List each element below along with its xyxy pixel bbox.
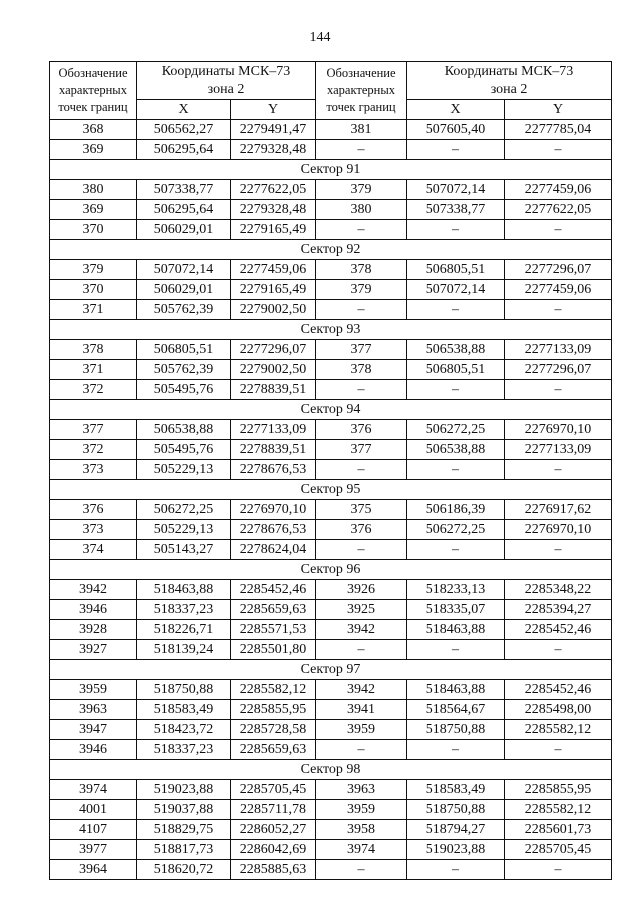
adjacent-x-coord: 518583,49 xyxy=(407,780,505,800)
point-id: 4001 xyxy=(50,800,137,820)
adjacent-x-coord: – xyxy=(407,860,505,880)
x-header: X xyxy=(137,100,231,120)
adjacent-y-coord: 2285582,12 xyxy=(505,800,612,820)
x-coord: 506805,51 xyxy=(137,340,231,360)
adjacent-point-id: – xyxy=(316,740,407,760)
adjacent-y-coord: 2285855,95 xyxy=(505,780,612,800)
adjacent-y-coord: – xyxy=(505,140,612,160)
adjacent-point-id: 377 xyxy=(316,340,407,360)
adjacent-x-coord: 506186,39 xyxy=(407,500,505,520)
adjacent-y-coord: 2277459,06 xyxy=(505,280,612,300)
adjacent-x-coord: 518794,27 xyxy=(407,820,505,840)
x-coord: 518750,88 xyxy=(137,680,231,700)
point-id: 3928 xyxy=(50,620,137,640)
table-row xyxy=(50,180,612,200)
point-label-header: Обозначение характерных точек границ xyxy=(50,62,137,120)
point-id: 3963 xyxy=(50,700,137,720)
adjacent-y-header: Y xyxy=(505,100,612,120)
adjacent-x-coord: 507605,40 xyxy=(407,120,505,140)
y-coord: 2279002,50 xyxy=(231,360,316,380)
sector-label: Сектор 98 xyxy=(50,760,612,780)
adjacent-point-id: – xyxy=(316,460,407,480)
y-coord: 2278676,53 xyxy=(231,520,316,540)
x-coord: 505229,13 xyxy=(137,460,231,480)
adjacent-point-id: – xyxy=(316,640,407,660)
adjacent-x-coord: 518463,88 xyxy=(407,680,505,700)
point-id: 372 xyxy=(50,380,137,400)
adjacent-point-id: 378 xyxy=(316,360,407,380)
x-coord: 506029,01 xyxy=(137,220,231,240)
adjacent-point-id: 378 xyxy=(316,260,407,280)
y-coord: 2277622,05 xyxy=(231,180,316,200)
y-coord: 2285452,46 xyxy=(231,580,316,600)
adjacent-y-coord: – xyxy=(505,640,612,660)
adjacent-point-id: 3942 xyxy=(316,620,407,640)
adjacent-y-coord: 2285452,46 xyxy=(505,620,612,640)
page-number: 144 xyxy=(309,30,331,45)
adjacent-y-coord: – xyxy=(505,300,612,320)
y-coord: 2279328,48 xyxy=(231,200,316,220)
x-coord: 518337,23 xyxy=(137,600,231,620)
y-coord: 2285501,80 xyxy=(231,640,316,660)
adjacent-y-coord: 2276917,62 xyxy=(505,500,612,520)
adjacent-point-id: – xyxy=(316,220,407,240)
y-coord: 2279165,49 xyxy=(231,220,316,240)
adjacent-point-id: 3959 xyxy=(316,720,407,740)
table-row xyxy=(50,360,612,380)
y-coord: 2285659,63 xyxy=(231,600,316,620)
point-id: 3946 xyxy=(50,600,137,620)
adjacent-x-coord: – xyxy=(407,380,505,400)
table-row xyxy=(50,600,612,620)
table-row xyxy=(50,680,612,700)
x-coord: 518423,72 xyxy=(137,720,231,740)
x-coord: 507072,14 xyxy=(137,260,231,280)
table-body xyxy=(50,120,612,880)
adjacent-y-coord: 2285452,46 xyxy=(505,680,612,700)
x-coord: 506295,64 xyxy=(137,200,231,220)
x-coord: 505762,39 xyxy=(137,300,231,320)
adjacent-point-id: 3959 xyxy=(316,800,407,820)
table-row xyxy=(50,340,612,360)
y-coord: 2285885,63 xyxy=(231,860,316,880)
adjacent-point-id: 376 xyxy=(316,520,407,540)
sector-row xyxy=(50,760,612,780)
point-id: 373 xyxy=(50,520,137,540)
y-header: Y xyxy=(231,100,316,120)
point-id: 369 xyxy=(50,200,137,220)
adjacent-point-id: – xyxy=(316,860,407,880)
y-coord: 2278676,53 xyxy=(231,460,316,480)
table-row xyxy=(50,120,612,140)
adjacent-y-coord: 2285498,00 xyxy=(505,700,612,720)
adjacent-x-header: X xyxy=(407,100,505,120)
table-row xyxy=(50,500,612,520)
adjacent-point-id: 379 xyxy=(316,180,407,200)
point-id: 379 xyxy=(50,260,137,280)
adjacent-point-id: 3963 xyxy=(316,780,407,800)
y-coord: 2277459,06 xyxy=(231,260,316,280)
adjacent-x-coord: – xyxy=(407,540,505,560)
adjacent-x-coord: – xyxy=(407,140,505,160)
point-id: 369 xyxy=(50,140,137,160)
sector-label: Сектор 95 xyxy=(50,480,612,500)
adjacent-y-coord: 2285601,73 xyxy=(505,820,612,840)
y-coord: 2285711,78 xyxy=(231,800,316,820)
adjacent-y-coord: 2276970,10 xyxy=(505,420,612,440)
table-row xyxy=(50,280,612,300)
point-id: 377 xyxy=(50,420,137,440)
sector-label: Сектор 97 xyxy=(50,660,612,680)
sector-row xyxy=(50,400,612,420)
adjacent-x-coord: 507072,14 xyxy=(407,280,505,300)
table-row xyxy=(50,200,612,220)
y-coord: 2285571,53 xyxy=(231,620,316,640)
y-coord: 2276970,10 xyxy=(231,500,316,520)
table-row xyxy=(50,580,612,600)
adjacent-y-coord: 2277785,04 xyxy=(505,120,612,140)
adjacent-x-coord: 506538,88 xyxy=(407,440,505,460)
y-coord: 2278839,51 xyxy=(231,380,316,400)
adjacent-y-coord: – xyxy=(505,860,612,880)
point-id: 3959 xyxy=(50,680,137,700)
table-row xyxy=(50,860,612,880)
adjacent-y-coord: 2277459,06 xyxy=(505,180,612,200)
sector-row xyxy=(50,240,612,260)
point-id: 376 xyxy=(50,500,137,520)
adjacent-x-coord: 518463,88 xyxy=(407,620,505,640)
table-row xyxy=(50,300,612,320)
adjacent-point-label-header: Обозначение характерных точек границ xyxy=(316,62,407,120)
table-row xyxy=(50,260,612,280)
table-row xyxy=(50,540,612,560)
adjacent-x-coord: 518750,88 xyxy=(407,720,505,740)
y-coord: 2278839,51 xyxy=(231,440,316,460)
adjacent-y-coord: 2277296,07 xyxy=(505,360,612,380)
adjacent-point-id: 377 xyxy=(316,440,407,460)
adjacent-x-coord: 518564,67 xyxy=(407,700,505,720)
adjacent-x-coord: 507072,14 xyxy=(407,180,505,200)
adjacent-y-coord: 2276970,10 xyxy=(505,520,612,540)
table-row xyxy=(50,380,612,400)
x-coord: 518139,24 xyxy=(137,640,231,660)
y-coord: 2277296,07 xyxy=(231,340,316,360)
point-id: 3974 xyxy=(50,780,137,800)
adjacent-x-coord: 518335,07 xyxy=(407,600,505,620)
adjacent-point-id: – xyxy=(316,380,407,400)
point-id: 374 xyxy=(50,540,137,560)
adjacent-y-coord: – xyxy=(505,540,612,560)
adjacent-point-id: – xyxy=(316,140,407,160)
y-coord: 2279165,49 xyxy=(231,280,316,300)
adjacent-y-coord: 2285394,27 xyxy=(505,600,612,620)
x-coord: 506272,25 xyxy=(137,500,231,520)
x-coord: 518226,71 xyxy=(137,620,231,640)
adjacent-point-id: 3925 xyxy=(316,600,407,620)
x-coord: 518463,88 xyxy=(137,580,231,600)
sector-label: Сектор 94 xyxy=(50,400,612,420)
adjacent-x-coord: – xyxy=(407,300,505,320)
table-row xyxy=(50,440,612,460)
point-id: 4107 xyxy=(50,820,137,840)
table-row xyxy=(50,420,612,440)
sector-row xyxy=(50,560,612,580)
adjacent-x-coord: – xyxy=(407,740,505,760)
x-coord: 506029,01 xyxy=(137,280,231,300)
point-id: 380 xyxy=(50,180,137,200)
table-row xyxy=(50,460,612,480)
adjacent-y-coord: – xyxy=(505,220,612,240)
point-id: 3947 xyxy=(50,720,137,740)
x-coord: 518337,23 xyxy=(137,740,231,760)
x-coord: 506538,88 xyxy=(137,420,231,440)
y-coord: 2285705,45 xyxy=(231,780,316,800)
adjacent-x-coord: 506805,51 xyxy=(407,260,505,280)
adjacent-point-id: – xyxy=(316,300,407,320)
x-coord: 505143,27 xyxy=(137,540,231,560)
table-row xyxy=(50,780,612,800)
y-coord: 2285728,58 xyxy=(231,720,316,740)
sector-label: Сектор 96 xyxy=(50,560,612,580)
adjacent-y-coord: 2277296,07 xyxy=(505,260,612,280)
table-row xyxy=(50,640,612,660)
sector-label: Сектор 93 xyxy=(50,320,612,340)
x-coord: 506295,64 xyxy=(137,140,231,160)
sector-label: Сектор 91 xyxy=(50,160,612,180)
x-coord: 519023,88 xyxy=(137,780,231,800)
adjacent-point-id: 3926 xyxy=(316,580,407,600)
point-id: 3927 xyxy=(50,640,137,660)
y-coord: 2279002,50 xyxy=(231,300,316,320)
x-coord: 506562,27 xyxy=(137,120,231,140)
point-id: 3977 xyxy=(50,840,137,860)
adjacent-x-coord: 506272,25 xyxy=(407,520,505,540)
table-row xyxy=(50,140,612,160)
adjacent-x-coord: 507338,77 xyxy=(407,200,505,220)
table-row xyxy=(50,840,612,860)
adjacent-x-coord: 518750,88 xyxy=(407,800,505,820)
sector-row xyxy=(50,320,612,340)
x-coord: 518583,49 xyxy=(137,700,231,720)
x-coord: 505495,76 xyxy=(137,440,231,460)
point-id: 3942 xyxy=(50,580,137,600)
coordinates-table xyxy=(49,61,612,880)
adjacent-point-id: 380 xyxy=(316,200,407,220)
sector-row xyxy=(50,480,612,500)
adjacent-x-coord: – xyxy=(407,220,505,240)
y-coord: 2286042,69 xyxy=(231,840,316,860)
sector-row xyxy=(50,660,612,680)
adjacent-y-coord: – xyxy=(505,380,612,400)
x-coord: 518817,73 xyxy=(137,840,231,860)
x-coord: 519037,88 xyxy=(137,800,231,820)
point-id: 371 xyxy=(50,300,137,320)
adjacent-y-coord: – xyxy=(505,740,612,760)
adjacent-point-id: 3974 xyxy=(316,840,407,860)
adjacent-y-coord: 2277622,05 xyxy=(505,200,612,220)
adjacent-x-coord: 519023,88 xyxy=(407,840,505,860)
y-coord: 2285855,95 xyxy=(231,700,316,720)
x-coord: 505762,39 xyxy=(137,360,231,380)
table-row xyxy=(50,820,612,840)
adjacent-point-id: 3942 xyxy=(316,680,407,700)
x-coord: 518829,75 xyxy=(137,820,231,840)
adjacent-point-id: 3958 xyxy=(316,820,407,840)
sector-label: Сектор 92 xyxy=(50,240,612,260)
adjacent-x-coord: 506272,25 xyxy=(407,420,505,440)
table-row xyxy=(50,740,612,760)
point-id: 378 xyxy=(50,340,137,360)
adjacent-x-coord: 518233,13 xyxy=(407,580,505,600)
adjacent-point-id: 375 xyxy=(316,500,407,520)
point-id: 3964 xyxy=(50,860,137,880)
adjacent-x-coord: – xyxy=(407,640,505,660)
y-coord: 2285582,12 xyxy=(231,680,316,700)
sector-row xyxy=(50,160,612,180)
x-coord: 518620,72 xyxy=(137,860,231,880)
table-row xyxy=(50,620,612,640)
adjacent-x-coord: 506805,51 xyxy=(407,360,505,380)
y-coord: 2286052,27 xyxy=(231,820,316,840)
adjacent-point-id: 376 xyxy=(316,420,407,440)
point-id: 3946 xyxy=(50,740,137,760)
coords-header: Координаты МСК–73 зона 2 xyxy=(137,62,316,100)
table-row xyxy=(50,720,612,740)
x-coord: 505229,13 xyxy=(137,520,231,540)
table-row xyxy=(50,220,612,240)
y-coord: 2279328,48 xyxy=(231,140,316,160)
adjacent-point-id: – xyxy=(316,540,407,560)
table-row xyxy=(50,520,612,540)
point-id: 368 xyxy=(50,120,137,140)
adjacent-point-id: 381 xyxy=(316,120,407,140)
adjacent-point-id: 379 xyxy=(316,280,407,300)
y-coord: 2285659,63 xyxy=(231,740,316,760)
adjacent-point-id: 3941 xyxy=(316,700,407,720)
point-id: 373 xyxy=(50,460,137,480)
adjacent-y-coord: 2277133,09 xyxy=(505,340,612,360)
y-coord: 2279491,47 xyxy=(231,120,316,140)
table-row xyxy=(50,800,612,820)
adjacent-x-coord: – xyxy=(407,460,505,480)
point-id: 370 xyxy=(50,280,137,300)
adjacent-y-coord: 2285348,22 xyxy=(505,580,612,600)
point-id: 370 xyxy=(50,220,137,240)
table-row xyxy=(50,700,612,720)
x-coord: 507338,77 xyxy=(137,180,231,200)
adjacent-y-coord: 2285705,45 xyxy=(505,840,612,860)
adjacent-y-coord: – xyxy=(505,460,612,480)
point-id: 372 xyxy=(50,440,137,460)
y-coord: 2277133,09 xyxy=(231,420,316,440)
adjacent-y-coord: 2285582,12 xyxy=(505,720,612,740)
x-coord: 505495,76 xyxy=(137,380,231,400)
adjacent-coords-header: Координаты МСК–73 зона 2 xyxy=(407,62,612,100)
y-coord: 2278624,04 xyxy=(231,540,316,560)
adjacent-y-coord: 2277133,09 xyxy=(505,440,612,460)
adjacent-x-coord: 506538,88 xyxy=(407,340,505,360)
point-id: 371 xyxy=(50,360,137,380)
